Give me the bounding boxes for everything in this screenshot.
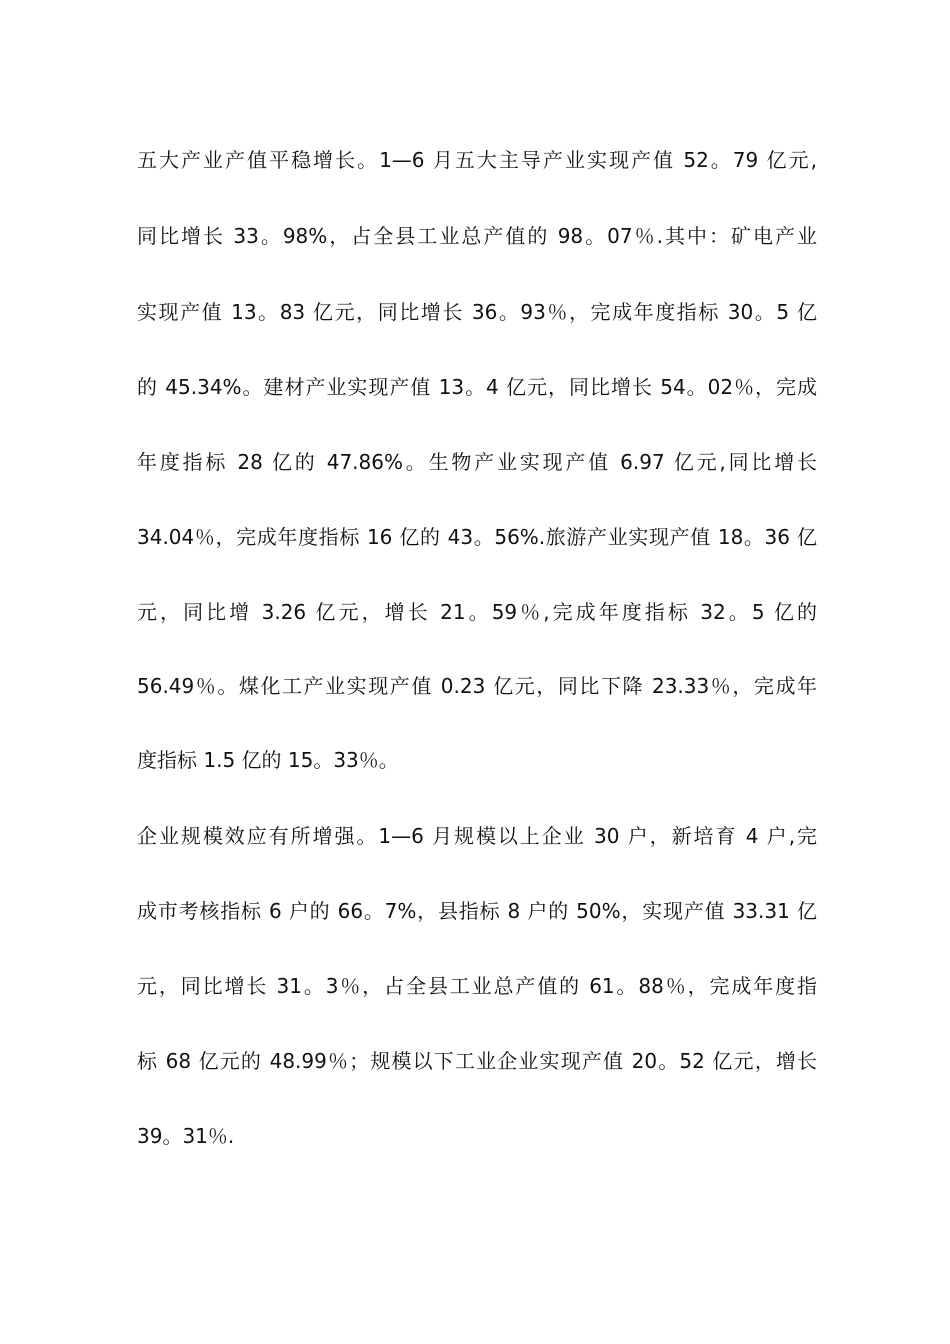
paragraph-line: 同比增长 33。98%，占全县工业总产值的 98。07％.其中：矿电产业	[137, 224, 817, 248]
paragraph-line: 度指标 1.5 亿的 15。33％。	[137, 748, 399, 772]
paragraph-line: 成市考核指标 6 户的 66。7%，县指标 8 户的 50%，实现产值 33.31 亿	[137, 899, 817, 923]
paragraph-line: 元，同比增长 31。3％，占全县工业总产值的 61。88％，完成年度指	[137, 974, 817, 998]
paragraph-line: 元，同比增 3.26 亿元，增长 21。59％,完成年度指标 32。5 亿的	[137, 600, 817, 624]
paragraph-line: 实现产值 13。83 亿元，同比增长 36。93％，完成年度指标 30。5 亿	[137, 300, 817, 324]
paragraph-line: 标 68 亿元的 48.99％；规模以下工业企业实现产值 20。52 亿元，增长	[137, 1049, 817, 1073]
paragraph-line: 56.49％。煤化工产业实现产值 0.23 亿元，同比下降 23.33％，完成年	[137, 674, 817, 698]
paragraph-line: 企业规模效应有所增强。1—6 月规模以上企业 30 户，新培育 4 户,完	[137, 824, 817, 848]
paragraph-line: 的 45.34%。建材产业实现产值 13。4 亿元，同比增长 54。02％，完成	[137, 375, 817, 399]
paragraph-line: 年度指标 28 亿的 47.86%。生物产业实现产值 6.97 亿元,同比增长	[137, 450, 817, 474]
paragraph-line: 39。31％.	[137, 1124, 235, 1148]
paragraph-line: 34.04％，完成年度指标 16 亿的 43。56%.旅游产业实现产值 18。36 亿	[137, 525, 817, 549]
paragraph-line: 五大产业产值平稳增长。1—6 月五大主导产业实现产值 52。79 亿元,	[137, 148, 817, 172]
